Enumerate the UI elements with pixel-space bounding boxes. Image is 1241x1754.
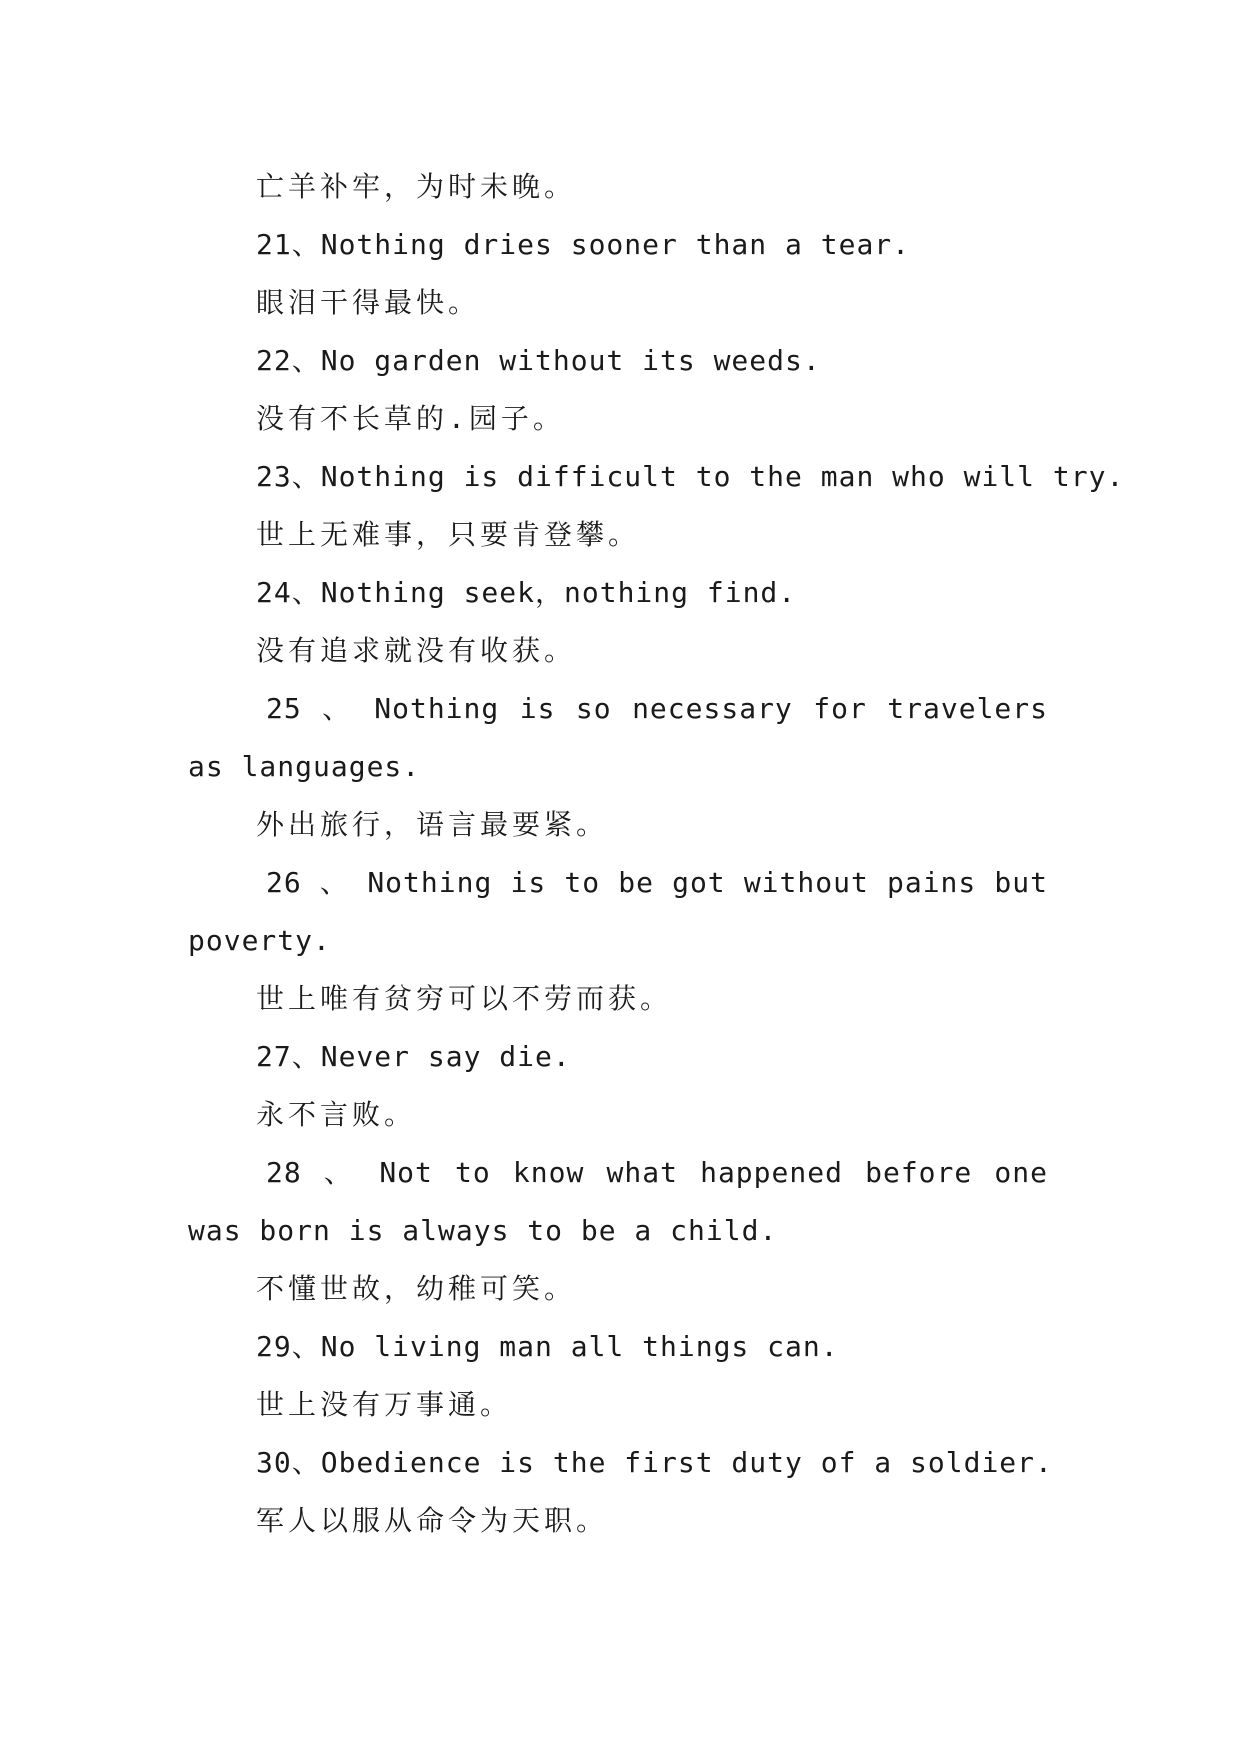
proverb-23: 23、Nothing is difficult to the man who will try. — [256, 460, 1125, 493]
proverb-22: 22、No garden without its weeds. — [256, 344, 821, 377]
proverb-30: 30、Obedience is the first duty of a soldier. — [256, 1446, 1053, 1479]
translation-line: 眼泪干得最快。 — [256, 286, 481, 319]
proverb-27: 27、Never say die. — [256, 1040, 571, 1073]
document-body — [188, 158, 1125, 1550]
translation-line: 世上唯有贫穷可以不劳而获。 — [256, 982, 673, 1015]
proverb-21: 21、Nothing dries sooner than a tear. — [256, 228, 911, 261]
proverb-24: 24、Nothing seek，nothing find. — [256, 576, 797, 609]
translation-line: 没有不长草的.园子。 — [256, 402, 565, 435]
translation-line: 亡羊补牢，为时未晚。 — [256, 170, 577, 203]
translation-line: 世上没有万事通。 — [256, 1388, 513, 1421]
proverb-25: 25 、 Nothing is so necessary for travelers as languages. — [188, 692, 1048, 783]
proverb-28: 28 、 Not to know what happened before one was born is always to be a child. — [188, 1156, 1048, 1247]
translation-line: 外出旅行，语言最要紧。 — [256, 808, 609, 841]
translation-line: 军人以服从命令为天职。 — [256, 1504, 609, 1537]
proverb-29: 29、No living man all things can. — [256, 1330, 839, 1363]
translation-line: 不懂世故，幼稚可笑。 — [256, 1272, 577, 1305]
translation-line: 永不言败。 — [256, 1098, 417, 1131]
translation-line: 没有追求就没有收获。 — [256, 634, 577, 667]
proverb-26: 26 、 Nothing is to be got without pains but poverty. — [188, 866, 1048, 957]
translation-line: 世上无难事，只要肯登攀。 — [256, 518, 641, 551]
